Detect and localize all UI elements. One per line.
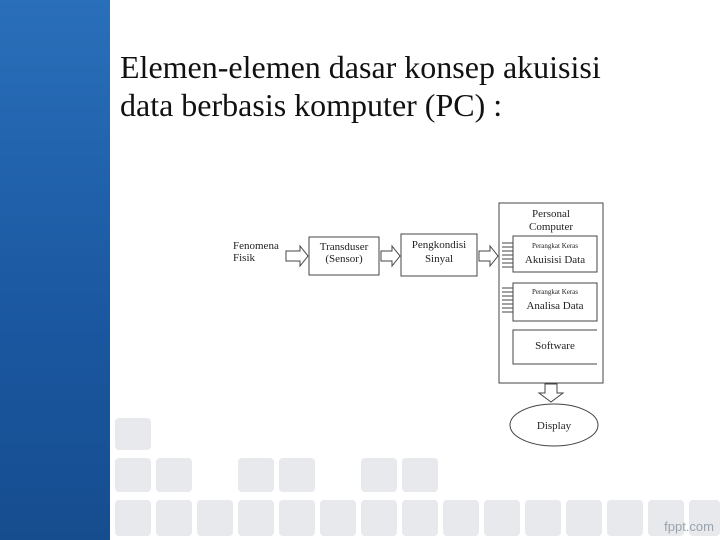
akuisisi-small-label: Perangkat Keras [531, 242, 579, 250]
analisa-label: Analisa Data [526, 300, 584, 312]
fenomena-label-1: Fenomena [233, 240, 279, 252]
watermark: fppt.com [664, 519, 714, 534]
arrow-pc-to-display [539, 384, 563, 402]
display-label: Display [536, 420, 572, 432]
software-label: Software [535, 340, 575, 352]
pc-label-1: Personal [532, 208, 570, 220]
analisa-small-label: Perangkat Keras [531, 288, 579, 296]
pengkondisi-label-1: Pengkondisi [411, 239, 467, 251]
analisa-box [502, 283, 597, 321]
pengkondisi-label-2: Sinyal [424, 253, 454, 265]
arrow-fenomena-to-transduser [286, 246, 308, 266]
transduser-label-2: (Sensor) [325, 253, 363, 265]
title-line-2: data berbasis komputer (PC) : [120, 87, 503, 123]
fenomena-label-2: Fisik [233, 252, 256, 264]
akuisisi-box [502, 236, 597, 272]
akuisisi-label: Akuisisi Data [524, 254, 586, 266]
transduser-label-1: Transduser [319, 241, 369, 253]
title-line-1: Elemen-elemen dasar konsep akuisisi [120, 49, 601, 85]
display-ellipse [510, 404, 598, 446]
transduser-box [309, 237, 379, 275]
arrow-transduser-to-pengkondisi [381, 246, 400, 266]
pengkondisi-box [401, 234, 477, 276]
arrow-pengkondisi-to-pc [479, 246, 498, 266]
pc-label-2: Computer [529, 221, 573, 233]
